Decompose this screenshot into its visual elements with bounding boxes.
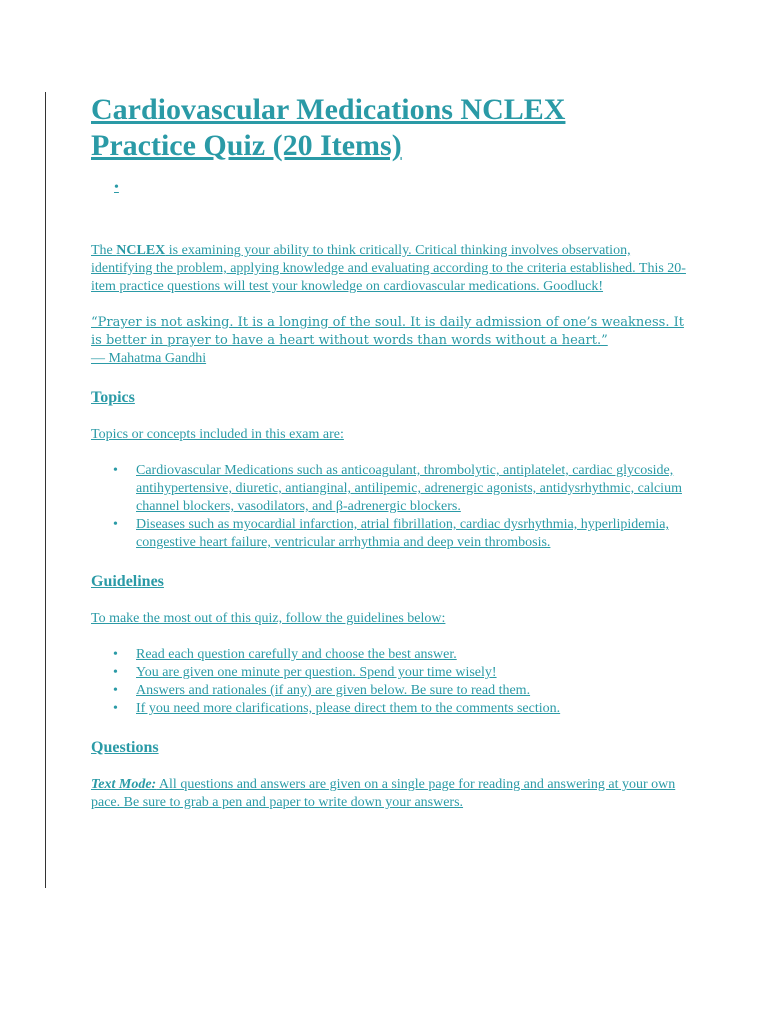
guidelines-item-text: Answers and rationales (if any) are given below. Be sure to read them. [136, 683, 531, 698]
quote-author: — Mahatma Gandhi [91, 351, 207, 366]
topics-item-text: Cardiovascular Medications such as anticoagulant, thrombolytic, antiplatelet, cardiac glycoside, antihypertensive, diuretic, antianginal, antilipemic, adrenergic agonists, antidysrhythmic, calcium channel blockers, vasodilators, and β-adrenergic blockers. [136, 463, 682, 514]
bullet-glyph: • [113, 665, 118, 680]
guidelines-item-text: Read each question carefully and choose the best answer. [136, 647, 457, 662]
bullet-glyph: • [113, 517, 118, 532]
guidelines-list-item[interactable] [113, 682, 691, 700]
guidelines-lead[interactable]: To make the most out of this quiz, follow the guidelines below: [91, 611, 446, 626]
quote-text: “Prayer is not asking. It is a longing of the soul. It is daily admission of one’s weakness. It is better in prayer to have a heart without words than words without a heart.” [91, 315, 684, 348]
bullet-glyph: • [114, 180, 119, 195]
intro-pre: The [91, 243, 117, 258]
topics-list-item[interactable] [113, 516, 691, 552]
topics-list-item[interactable] [113, 462, 691, 516]
topics-lead[interactable]: Topics or concepts included in this exam are: [91, 427, 344, 442]
bullet-glyph: • [113, 683, 118, 698]
topics-list [91, 462, 691, 552]
page-title[interactable] [91, 92, 691, 164]
questions-heading[interactable]: Questions [91, 739, 159, 756]
guidelines-list-item[interactable] [113, 700, 691, 718]
text-mode-text: All questions and answers are given on a single page for reading and answering at your own pace. Be sure to grab a pen and paper to write down your answers. [91, 777, 676, 810]
guidelines-item-text: You are given one minute per question. Spend your time wisely! [136, 665, 497, 680]
document-body [91, 92, 691, 812]
text-mode-label: Text Mode: [91, 777, 157, 792]
guidelines-list-item[interactable] [113, 664, 691, 682]
bullet-glyph: • [113, 701, 118, 716]
bullet-glyph: • [113, 647, 118, 662]
bullet-glyph: • [113, 463, 118, 478]
guidelines-item-text: If you need more clarifications, please direct them to the comments section. [136, 701, 561, 716]
topics-item-text: Diseases such as myocardial infarction, atrial fibrillation, cardiac dysrhythmia, hyperlipidemia, congestive heart failure, ventricular arrhythmia and deep vein thrombosis. [136, 517, 669, 550]
title-line-1[interactable]: Cardiovascular Medications NCLEX [91, 93, 566, 126]
title-line-2[interactable]: Practice Quiz (20 Items) [91, 129, 402, 162]
guidelines-list-item[interactable] [113, 646, 691, 664]
empty-list-item[interactable] [114, 180, 691, 200]
intro-paragraph[interactable] [91, 242, 691, 296]
intro-bold: NCLEX [116, 243, 166, 258]
margin-rule [45, 92, 46, 888]
intro-text: is examining your ability to think critically. Critical thinking involves observation, identifying the problem, applying knowledge and evaluating according to the criteria established. This 20-item practice questions will test your knowledge on cardiovascular medications. Goodluck! [91, 243, 686, 294]
text-mode-paragraph[interactable] [91, 776, 691, 812]
guidelines-list [91, 646, 691, 718]
guidelines-heading[interactable]: Guidelines [91, 573, 164, 590]
quote-block[interactable] [91, 314, 691, 368]
topics-heading[interactable]: Topics [91, 389, 135, 406]
